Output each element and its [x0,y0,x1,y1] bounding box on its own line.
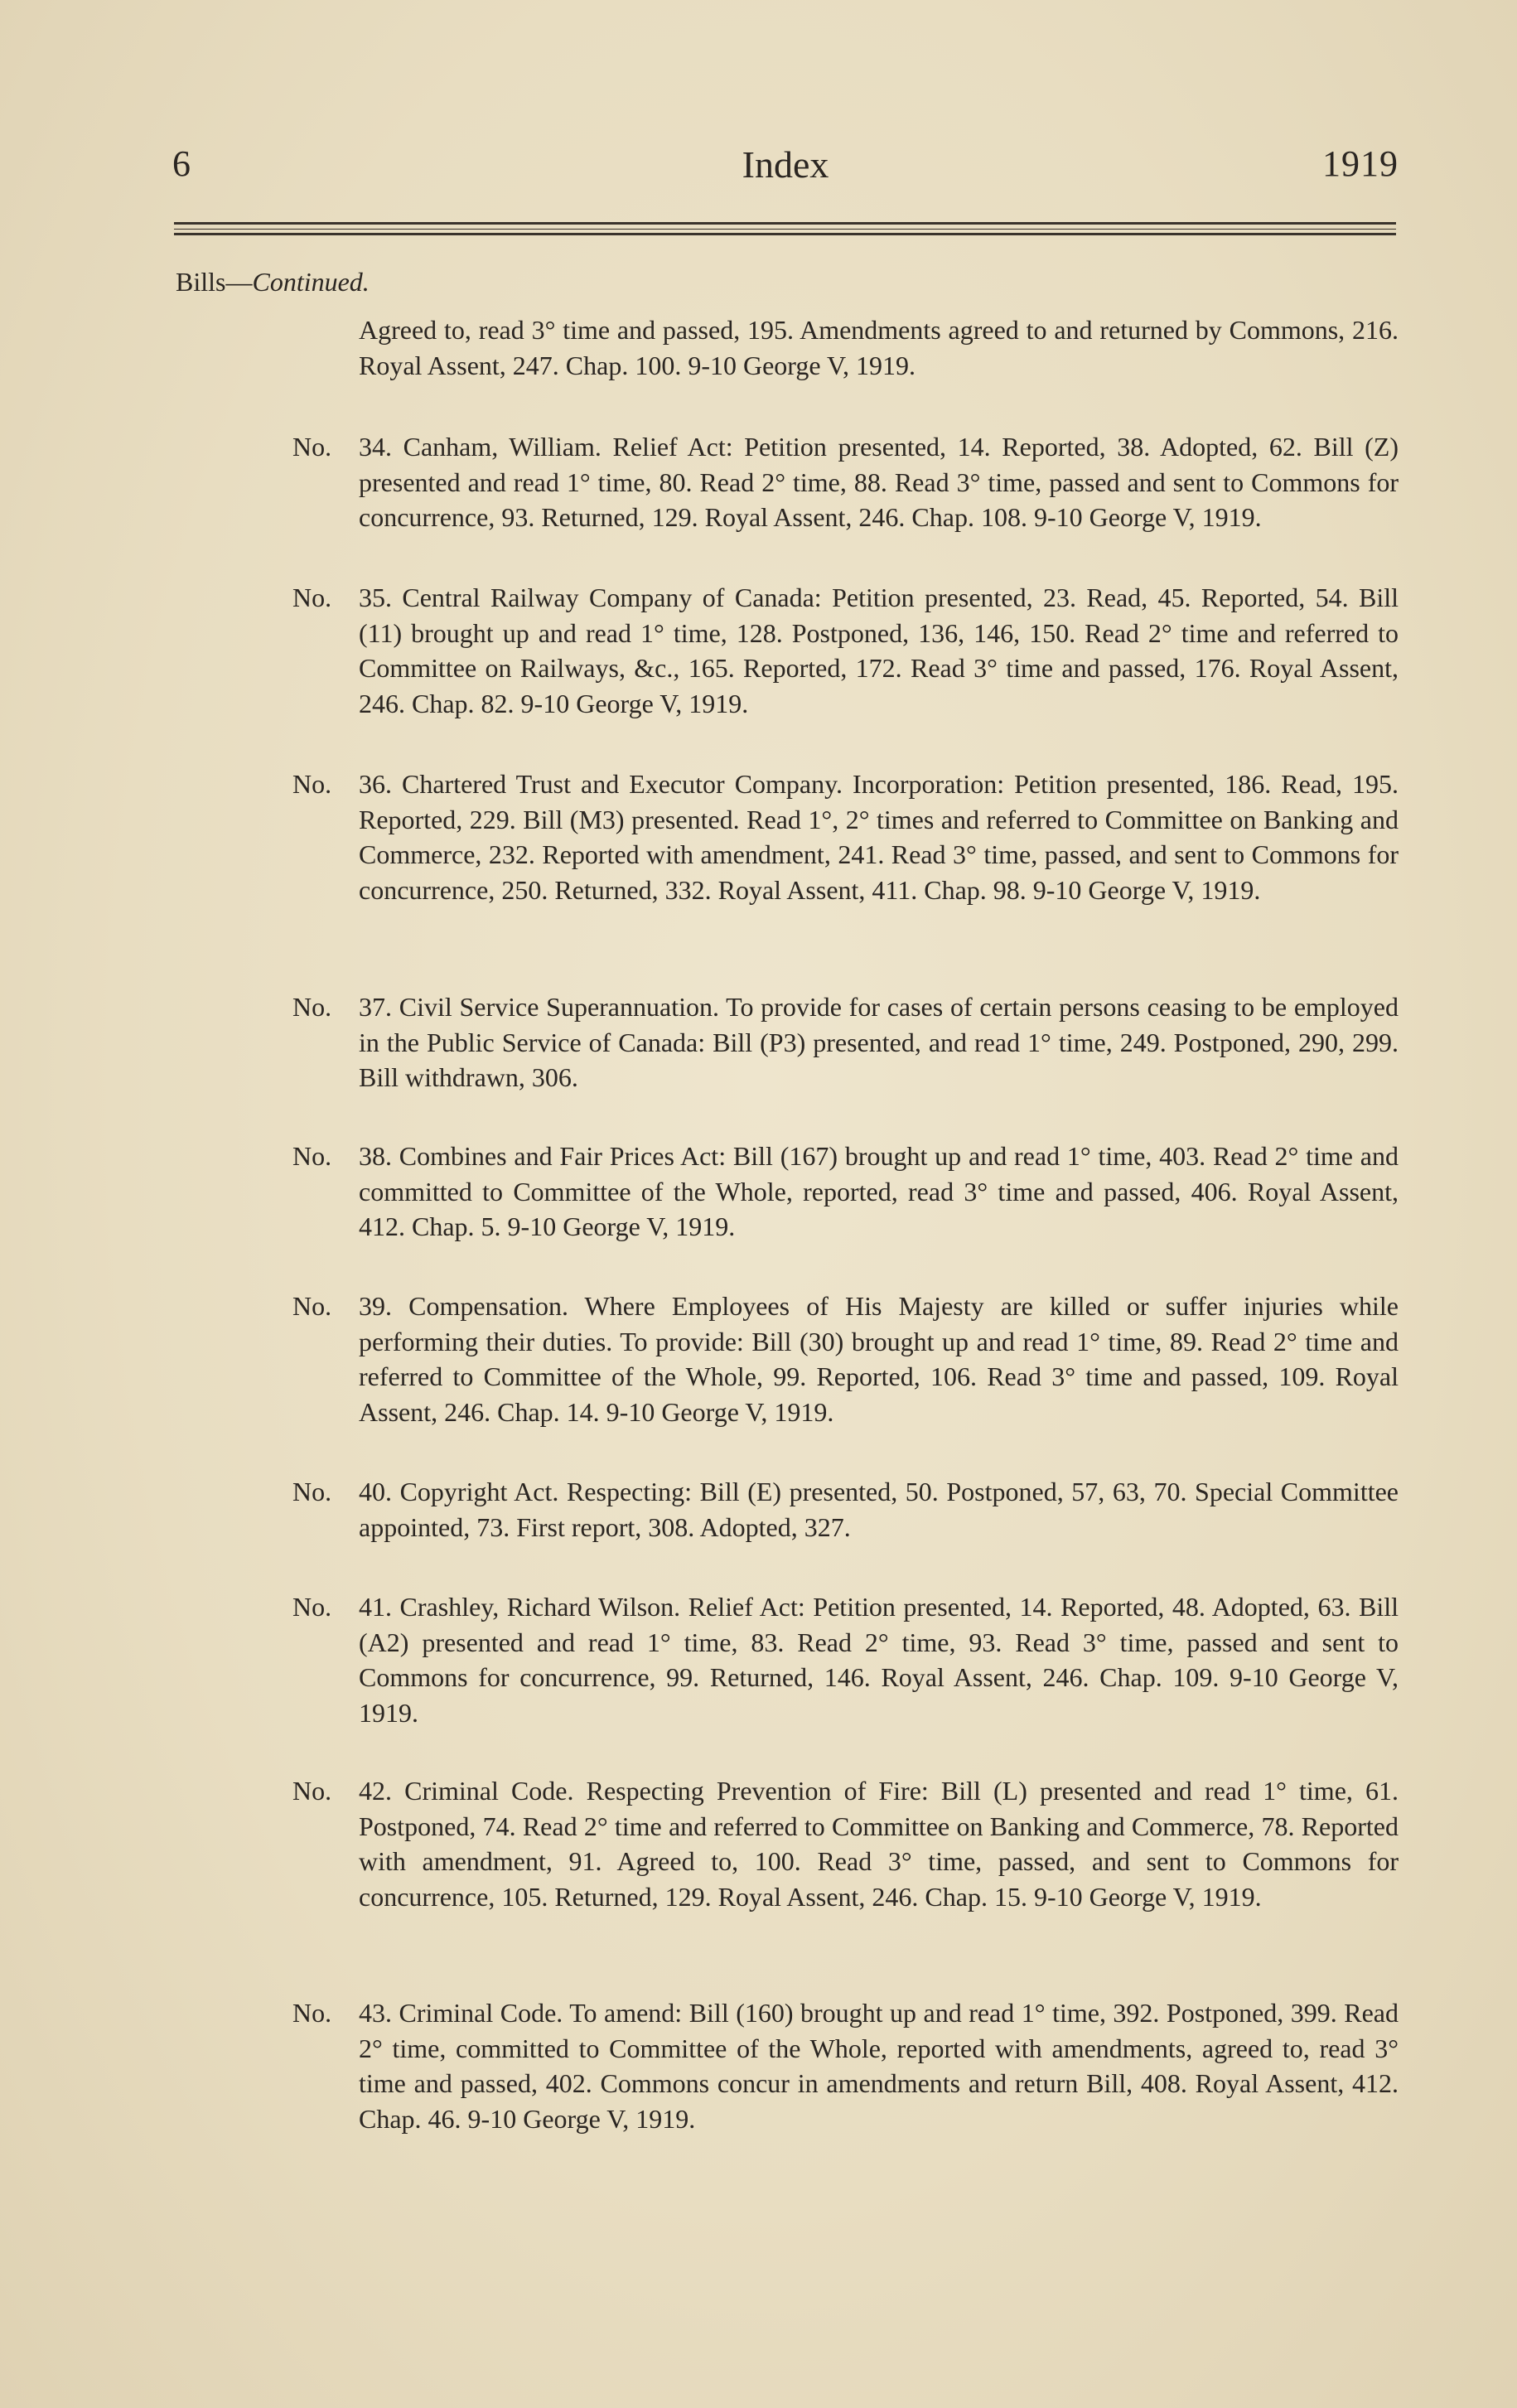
entry-label: No. [292,992,332,1022]
index-entry [292,1995,1399,2136]
page-title: Index [742,143,829,186]
entry-label: No. [292,1776,332,1806]
entry-label: No. [292,1291,332,1321]
entry-text: 38. Combines and Fair Prices Act: Bill (167) brought up and read 1° time, 403. Read 2° time and committed to Committee of the Whole, reported, read 3° time and passed, 406. Royal Assent, 412. Chap. 5. 9-10 George V, 1919. [359,1141,1399,1241]
entry-text: 43. Criminal Code. To amend: Bill (160) brought up and read 1° time, 392. Postponed, 399. Read 2° time, committed to Committee of the Whole, reported with amendments, agreed to, read 3° time and passed, 402. Commons concur in amendments and return Bill, 408. Royal Assent, 412. Chap. 46. 9-10 George V, 1919. [359,1998,1399,2134]
entry-text: 42. Criminal Code. Respecting Prevention of Fire: Bill (L) presented and read 1° time, 61. Postponed, 74. Read 2° time and referred to Committee on Banking and Commerce, 78. Reported with amendment, 91. Agreed to, 100. Read 3° time, passed, and sent to Commons for concurrence, 105. Returned, 129. Royal Assent, 246. Chap. 15. 9-10 George V, 1919. [359,1776,1399,1912]
section-continued-label: Continued. [252,267,370,297]
entry-text: 39. Compensation. Where Employees of His Majesty are killed or suffer injuries while performing their duties. To provide: Bill (30) brought up and read 1° time, 89. Read 2° time and referred to Committee of the Whole, 99. Reported, 106. Read 3° time and passed, 109. Royal Assent, 246. Chap. 14. 9-10 George V, 1919. [359,1291,1399,1427]
index-entry [292,580,1399,721]
entry-label: No. [292,769,332,799]
page-year: 1919 [1322,143,1399,184]
entry-label: No. [292,1592,332,1622]
entry-label: No. [292,1998,332,2028]
index-entry [292,989,1399,1095]
entry-text: 34. Canham, William. Relief Act: Petition presented, 14. Reported, 38. Adopted, 62. Bill (Z) presented and read 1° time, 80. Read 2° time, 88. Read 3° time, passed and sent to Commons for concurrence, 93. Returned, 129. Royal Assent, 246. Chap. 108. 9-10 George V, 1919. [359,432,1399,532]
entry-label: No. [292,583,332,612]
continuation-paragraph: Agreed to, read 3° time and passed, 195. Amendments agreed to and returned by Commons, 216. Royal Assent, 247. Chap. 100. 9-10 George V, 1919. [359,315,1399,380]
section-heading-label: Bills [176,267,226,297]
index-entry [292,1139,1399,1245]
index-entry [292,1474,1399,1545]
entry-text: 36. Chartered Trust and Executor Company. Incorporation: Petition presented, 186. Read, 195. Reported, 229. Bill (M3) presented. Read 1°, 2° times and referred to Committee on Banking and Commerce, 232. Reported with amendment, 241. Read 3° time, passed, and sent to Commons for concurrence, 250. Returned, 332. Royal Assent, 411. Chap. 98. 9-10 George V, 1919. [359,769,1399,905]
entry-text: 37. Civil Service Superannuation. To provide for cases of certain persons ceasing to be employed in the Public Service of Canada: Bill (P3) presented, and read 1° time, 249. Postponed, 290, 299. Bill withdrawn, 306. [359,992,1399,1092]
index-entry [292,1773,1399,1914]
section-heading: Bills—Continued. [176,267,370,297]
index-entry [292,766,1399,907]
entry-text: 41. Crashley, Richard Wilson. Relief Act: Petition presented, 14. Reported, 48. Adopted, 63. Bill (A2) presented and read 1° time, 83. Read 2° time, 93. Read 3° time, passed and sent to Commons for concurrence, 99. Returned, 146. Royal Assent, 246. Chap. 109. 9-10 George V, 1919. [359,1592,1399,1728]
entry-label: No. [292,1141,332,1171]
entry-label: No. [292,1477,332,1506]
page-number: 6 [172,143,191,184]
entry-text: 35. Central Railway Company of Canada: Petition presented, 23. Read, 45. Reported, 54. Bill (11) brought up and read 1° time, 128. Postponed, 136, 146, 150. Read 2° time and referred to Committee on Railways, &c., 165. Reported, 172. Read 3° time and passed, 176. Royal Assent, 246. Chap. 82. 9-10 George V, 1919. [359,583,1399,718]
index-entry [292,1289,1399,1429]
entry-label: No. [292,432,332,462]
index-entry [292,1589,1399,1730]
entry-text: 40. Copyright Act. Respecting: Bill (E) presented, 50. Postponed, 57, 63, 70. Special Committee appointed, 73. First report, 308. Adopted, 327. [359,1477,1399,1542]
index-entry [292,429,1399,535]
